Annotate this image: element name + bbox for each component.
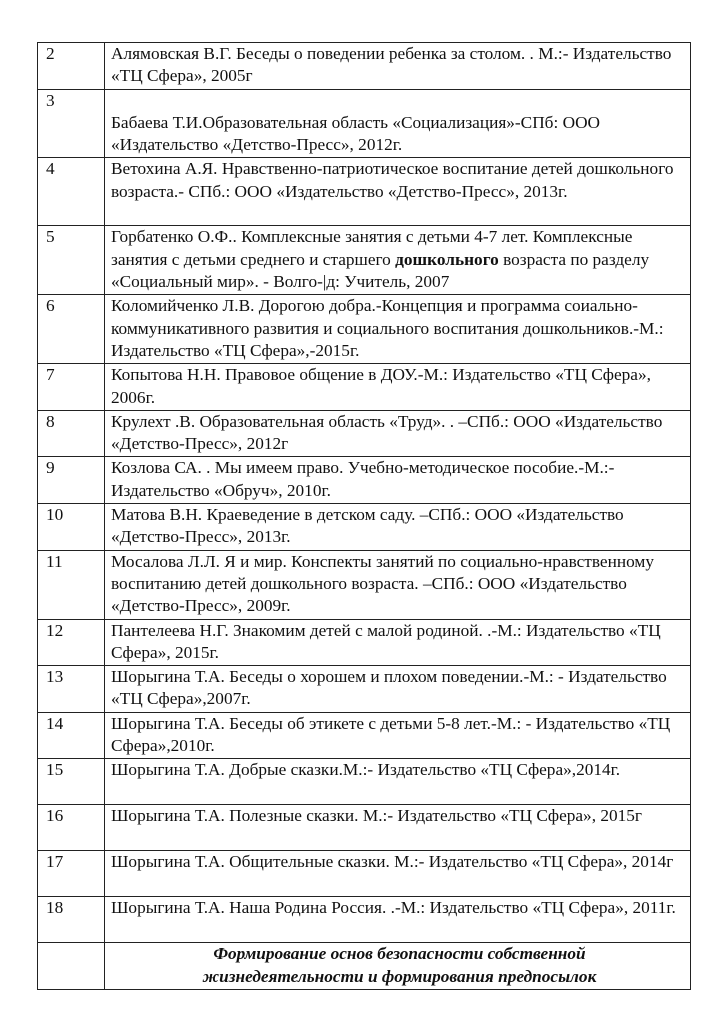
section-heading-line: Формирование основ безопасности собственной bbox=[213, 944, 586, 964]
table-row bbox=[38, 226, 691, 295]
row-number: 15 bbox=[38, 759, 105, 805]
row-number: 12 bbox=[38, 619, 105, 666]
reference-text: Козлова СА. . Мы имеем право. Учебно-методическое пособие.-М.:- Издательство «Обруч», 2010г. bbox=[105, 457, 691, 504]
row-number: 6 bbox=[38, 295, 105, 364]
table-row bbox=[38, 504, 691, 551]
reference-text: Шорыгина Т.А. Общительные сказки. М.:- Издательство «ТЦ Сфера», 2014г bbox=[105, 851, 691, 897]
table-row bbox=[38, 619, 691, 666]
row-number: 4 bbox=[38, 158, 105, 226]
row-number: 9 bbox=[38, 457, 105, 504]
reference-text: Крулехт .В. Образовательная область «Труд». . –СПб.: ООО «Издательство «Детство-Пресс», 2012г bbox=[105, 410, 691, 457]
row-number: 16 bbox=[38, 805, 105, 851]
table-row bbox=[38, 805, 691, 851]
row-number: 10 bbox=[38, 504, 105, 551]
reference-text: Шорыгина Т.А. Беседы об этикете с детьми 5-8 лет.-М.: - Издательство «ТЦ Сфера»,2010г. bbox=[105, 712, 691, 759]
table-row bbox=[38, 364, 691, 411]
row-number: 17 bbox=[38, 851, 105, 897]
reference-text-bold: дошкольного bbox=[395, 249, 499, 269]
reference-text: Шорыгина Т.А. Наша Родина Россия. .-М.: Издательство «ТЦ Сфера», 2011г. bbox=[105, 897, 691, 943]
reference-cell bbox=[105, 226, 691, 295]
reference-text: Коломийченко Л.В. Дорогою добра.-Концепция и программа соиально-коммуникативного развития и социального воспитания дошкольников.-М.: Издательство «ТЦ Сфера»,-2015г. bbox=[105, 295, 691, 364]
reference-text: Матова В.Н. Краеведение в детском саду. –СПб.: ООО «Издательство «Детство-Пресс», 2013г. bbox=[105, 504, 691, 551]
table-row bbox=[38, 158, 691, 226]
table-row bbox=[38, 410, 691, 457]
section-heading-line: жизнедеятельности и формирования предпосылок bbox=[202, 966, 597, 986]
reference-text: Алямовская В.Г. Беседы о поведении ребенка за столом. . М.:- Издательство «ТЦ Сфера», 2005г bbox=[105, 43, 691, 90]
table-row bbox=[38, 457, 691, 504]
reference-text: Мосалова Л.Л. Я и мир. Конспекты занятий по социально-нравственному воспитанию детей дошкольного возраста. –СПб.: ООО «Издательство «Детство-Пресс», 2009г. bbox=[105, 550, 691, 619]
empty-line bbox=[111, 90, 688, 112]
empty-cell bbox=[38, 943, 105, 990]
section-heading-row bbox=[38, 943, 691, 990]
reference-text: Копытова Н.Н. Правовое общение в ДОУ.-М.: Издательство «ТЦ Сфера», 2006г. bbox=[105, 364, 691, 411]
row-number: 14 bbox=[38, 712, 105, 759]
table-row bbox=[38, 712, 691, 759]
row-number: 13 bbox=[38, 666, 105, 713]
row-number: 8 bbox=[38, 410, 105, 457]
reference-text: Шорыгина Т.А. Добрые сказки.М.:- Издательство «ТЦ Сфера»,2014г. bbox=[105, 759, 691, 805]
row-number: 18 bbox=[38, 897, 105, 943]
table-row bbox=[38, 295, 691, 364]
table-row bbox=[38, 43, 691, 90]
reference-text: Бабаева Т.И.Образовательная область «Социализация»-СПб: ООО «Издательство «Детство-Пресс», 2012г. bbox=[111, 112, 601, 155]
reference-text: Шорыгина Т.А. Полезные сказки. М.:- Издательство «ТЦ Сфера», 2015г bbox=[105, 805, 691, 851]
table-row bbox=[38, 89, 691, 158]
table-row bbox=[38, 897, 691, 943]
table-row bbox=[38, 666, 691, 713]
reference-text: Пантелеева Н.Г. Знакомим детей с малой родиной. .-М.: Издательство «ТЦ Сфера», 2015г. bbox=[105, 619, 691, 666]
reference-text-part: Горбатенко О.Ф.. Комплексные занятия с детьми 4-7 лет. Комплексные занятия с детьми среднего и старшего bbox=[111, 227, 633, 269]
row-number: 5 bbox=[38, 226, 105, 295]
reference-text: Шорыгина Т.А. Беседы о хорошем и плохом поведении.-М.: - Издательство «ТЦ Сфера»,2007г. bbox=[105, 666, 691, 713]
row-number: 3 bbox=[38, 89, 105, 158]
row-number: 7 bbox=[38, 364, 105, 411]
section-heading bbox=[105, 943, 691, 990]
reference-text-part: возраста по разделу «Социальный мир». - Волго-|д: Учитель, 2007 bbox=[111, 249, 650, 292]
table-row bbox=[38, 550, 691, 619]
table-row bbox=[38, 851, 691, 897]
table-row bbox=[38, 759, 691, 805]
reference-cell bbox=[105, 89, 691, 158]
bibliography-table bbox=[37, 42, 691, 990]
row-number: 2 bbox=[38, 43, 105, 90]
reference-text: Ветохина А.Я. Нравственно-патриотическое воспитание детей дошкольного возраста.- СПб.: ООО «Издательство «Детство-Пресс», 2013г. bbox=[105, 158, 691, 226]
row-number: 11 bbox=[38, 550, 105, 619]
